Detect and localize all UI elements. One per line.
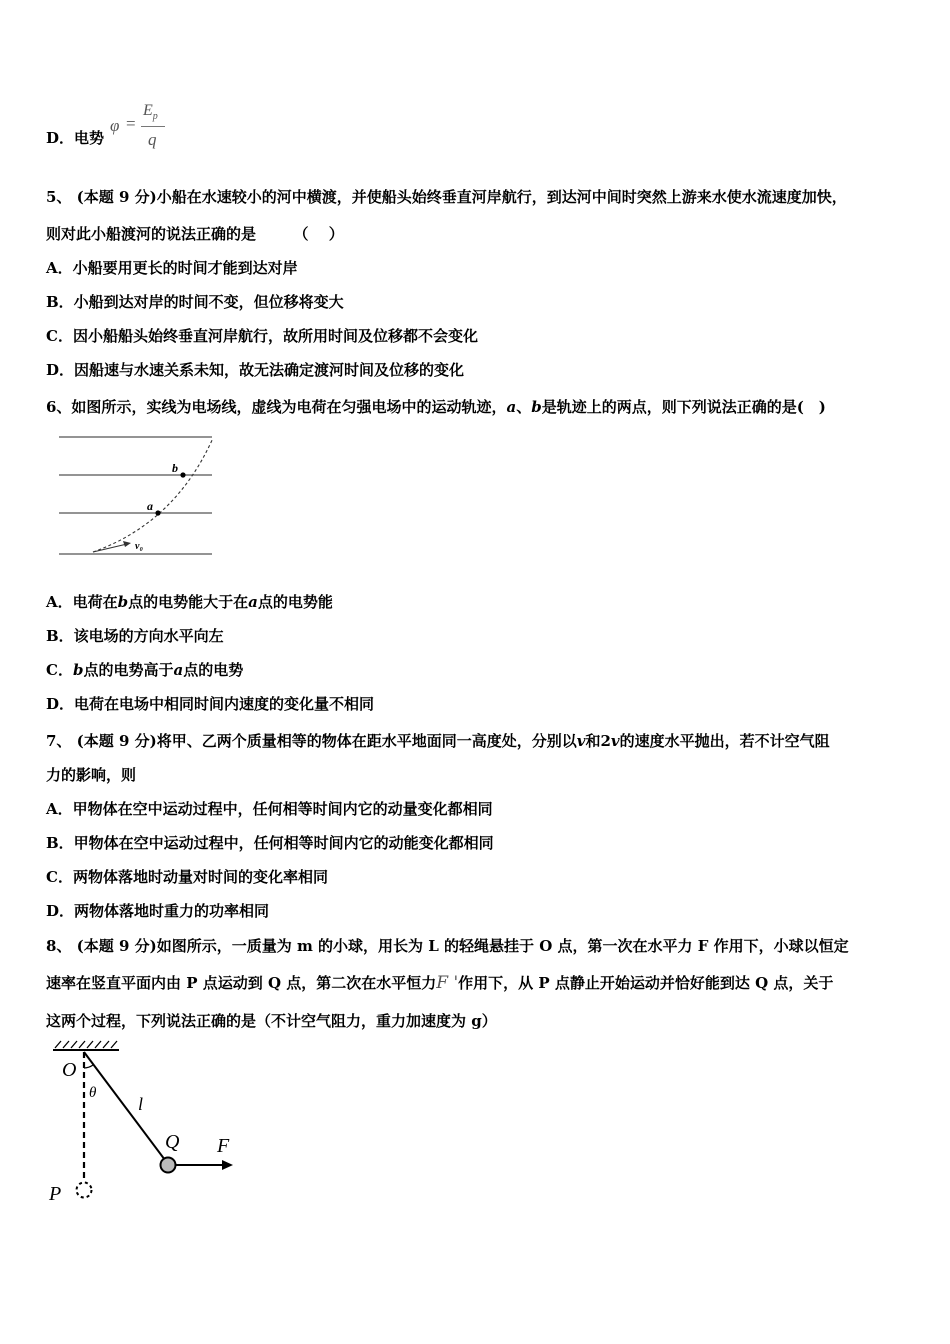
potential-formula	[110, 100, 180, 160]
label-o: O	[62, 1059, 77, 1081]
equals-sign: =	[126, 114, 136, 133]
q8-stem-line2: 速率在竖直平面内由 P 点运动到 Q 点，第二次在水平恒力F '作用下，从 P 点静止开始运动并恰好能到达 Q 点，关于	[46, 973, 834, 993]
label-q: Q	[165, 1131, 180, 1153]
theta-arc	[84, 1065, 93, 1068]
denominator: q	[148, 130, 157, 149]
label-a: a	[147, 499, 153, 513]
point-a	[155, 510, 160, 515]
q6-field-figure	[55, 428, 220, 563]
q6-option-d: D．电荷在电场中相同时间内速度的变化量不相同	[46, 695, 375, 713]
label-v0: v₀	[135, 541, 143, 552]
q8-stem-line3: 这两个过程，下列说法正确的是（不计空气阻力，重力加速度为 g）	[46, 1012, 497, 1030]
q8-stem-line1: 8、 (本题 9 分)如图所示，一质量为 m 的小球，用长为 L 的轻绳悬挂于 O 点，第一次在水平力 F 作用下，小球以恒定	[46, 937, 849, 955]
q5-stem-line2: 则对此小船渡河的说法正确的是 （ ）	[46, 225, 344, 243]
fraction-bar	[141, 126, 165, 127]
q5-option-a: A．小船要用更长的时间才能到达对岸	[46, 259, 298, 277]
phi-symbol: φ	[110, 116, 120, 135]
label-p: P	[49, 1183, 62, 1205]
q6-option-a: A．电荷在b点的电势能大于在a点的电势能	[46, 593, 333, 611]
label-l: l	[138, 1094, 144, 1114]
option-d-potential: D．电势	[46, 129, 105, 147]
force-arrowhead	[222, 1160, 233, 1170]
q7-option-d: D．两物体落地时重力的功率相同	[46, 902, 270, 920]
label-b: b	[172, 461, 178, 475]
q7-stem-line1: 7、 (本题 9 分)将甲、乙两个质量相等的物体在距水平地面同一高度处，分别以v和2v的速度水平抛出，若不计空气阻	[46, 732, 830, 750]
q5-stem-line1: 5、 (本题 9 分)小船在水速较小的河中横渡，并使船头始终垂直河岸航行，到达河中间时突然上游来水使水流速度加快，	[46, 188, 847, 206]
q6-option-c: C．b点的电势高于a点的电势	[46, 661, 244, 679]
ceiling-hatch	[55, 1041, 117, 1048]
q7-option-b: B．甲物体在空中运动过程中，任何相等时间内它的动能变化都相同	[46, 834, 494, 852]
q5-option-c: C．因小船船头始终垂直河岸航行，故所用时间及位移都不会变化	[46, 327, 478, 345]
q8-pendulum-figure	[45, 1038, 245, 1208]
label-theta: θ	[89, 1085, 97, 1101]
numerator: $E_p$	[143, 102, 158, 123]
q7-option-c: C．两物体落地时动量对时间的变化率相同	[46, 868, 328, 886]
trajectory-curve	[93, 438, 213, 552]
ball-p-dashed	[77, 1183, 92, 1198]
q6-option-b: B．该电场的方向水平向左	[46, 627, 224, 645]
q6-stem: 6、如图所示，实线为电场线，虚线为电荷在匀强电场中的运动轨迹，a、b是轨迹上的两点，则下列说法正确的是( )	[46, 398, 826, 416]
q7-stem-line2: 力的影响，则	[46, 766, 137, 784]
ball-q	[161, 1158, 176, 1173]
velocity-arrowhead	[123, 541, 131, 547]
q5-option-d: D．因船速与水速关系未知，故无法确定渡河时间及位移的变化	[46, 361, 465, 379]
q5-option-b: B．小船到达对岸的时间不变，但位移将变大	[46, 293, 344, 311]
label-f: F	[217, 1135, 230, 1157]
point-b	[180, 472, 185, 477]
q7-option-a: A．甲物体在空中运动过程中，任何相等时间内它的动量变化都相同	[46, 800, 493, 818]
string-l	[84, 1052, 168, 1164]
